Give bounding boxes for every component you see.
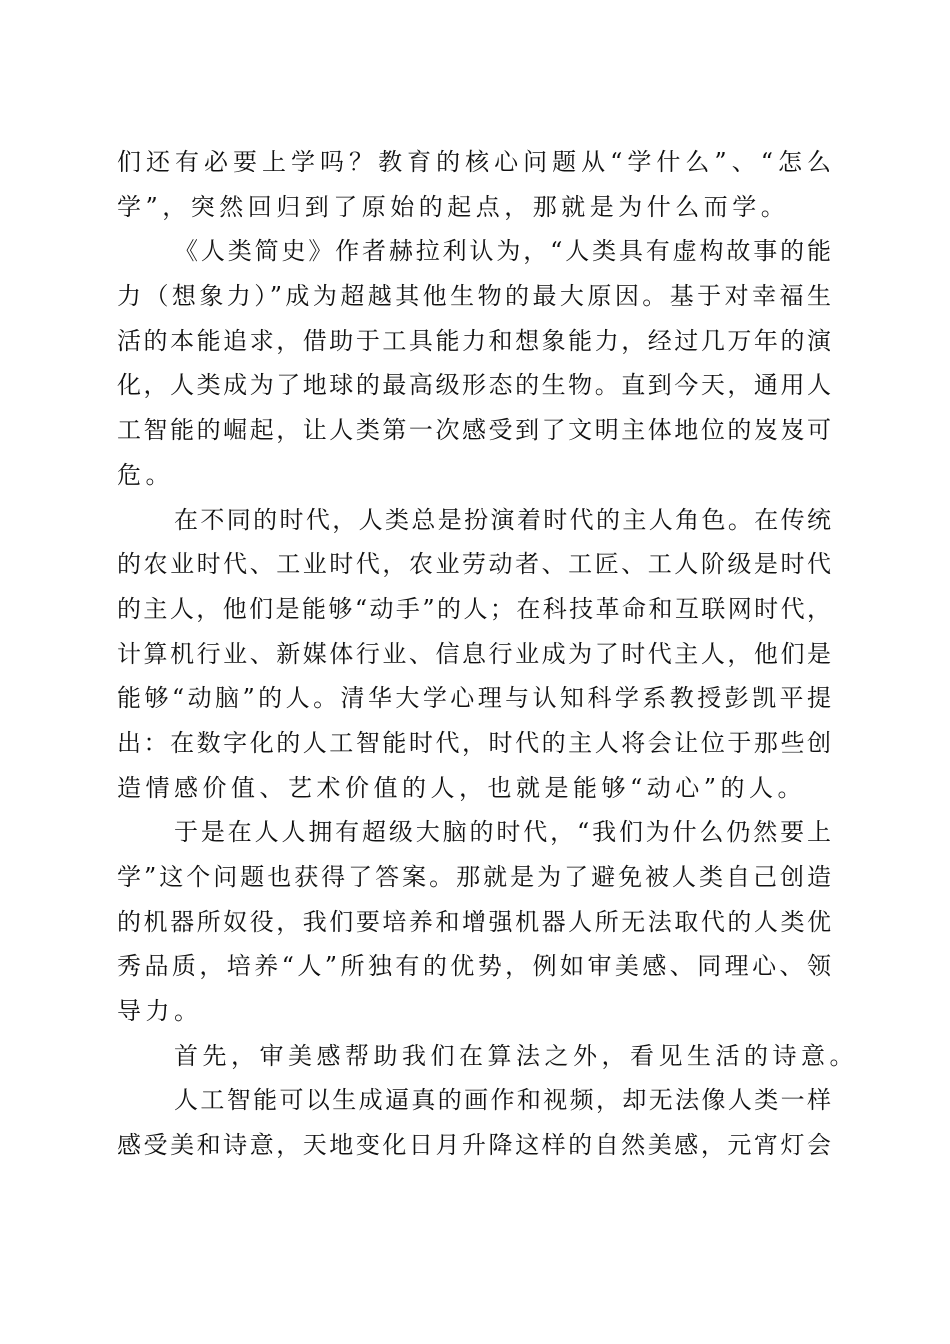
paragraph	[117, 1034, 858, 1079]
text-line: 《人类简史》作者赫拉利认为，“人类具有虚构故事的能	[174, 237, 831, 266]
text-line: 于是在人人拥有超级大脑的时代，“我们为什么仍然要上	[174, 818, 831, 847]
text-line: 计算机行业、新媒体行业、信息行业成为了时代主人，他们是	[117, 639, 831, 668]
text-line: 的农业时代、工业时代，农业劳动者、工匠、工人阶级是时代	[117, 550, 831, 579]
text-line: 在不同的时代，人类总是扮演着时代的主人角色。在传统	[174, 505, 831, 534]
text-line: 首先，审美感帮助我们在算法之外，看见生活的诗意。	[174, 1041, 858, 1070]
text-line: 们还有必要上学吗？教育的核心问题从“学什么”、“怎么	[117, 148, 831, 176]
text-line: 人工智能可以生成逼真的画作和视频，却无法像人类一样	[174, 1086, 831, 1115]
paragraph	[117, 498, 831, 811]
text-line: 力（想象力）”成为超越其他生物的最大原因。基于对幸福生	[117, 282, 831, 311]
text-line: 活的本能追求，借助于工具能力和想象能力，经过几万年的演	[117, 326, 831, 355]
text-line: 的机器所奴役，我们要培养和增强机器人所无法取代的人类优	[117, 907, 831, 936]
text-line: 化，人类成为了地球的最高级形态的生物。直到今天，通用人	[117, 371, 831, 400]
text-line: 秀品质，培养“人”所独有的优势，例如审美感、同理心、领	[117, 952, 831, 981]
paragraph	[117, 229, 831, 497]
text-line: 导力。	[117, 997, 203, 1026]
text-line: 出：在数字化的人工智能时代，时代的主人将会让位于那些创	[117, 728, 831, 757]
paragraph	[117, 810, 831, 1033]
text-line: 学”，突然回归到了原始的起点，那就是为什么而学。	[117, 192, 790, 221]
document-page	[117, 140, 858, 1168]
text-line: 能够“动脑”的人。清华大学心理与认知科学系教授彭凯平提	[117, 684, 831, 713]
text-line: 危。	[117, 460, 174, 489]
text-line: 造情感价值、艺术价值的人，也就是能够“动心”的人。	[117, 773, 807, 802]
text-line: 感受美和诗意，天地变化日月升降这样的自然美感，元宵灯会	[117, 1131, 831, 1160]
paragraph	[117, 140, 831, 229]
text-line: 的主人，他们是能够“动手”的人；在科技革命和互联网时代，	[117, 594, 831, 623]
paragraph	[117, 1078, 831, 1167]
text-line: 工智能的崛起，让人类第一次感受到了文明主体地位的岌岌可	[117, 416, 831, 445]
text-line: 学”这个问题也获得了答案。那就是为了避免被人类自己创造	[117, 863, 831, 891]
